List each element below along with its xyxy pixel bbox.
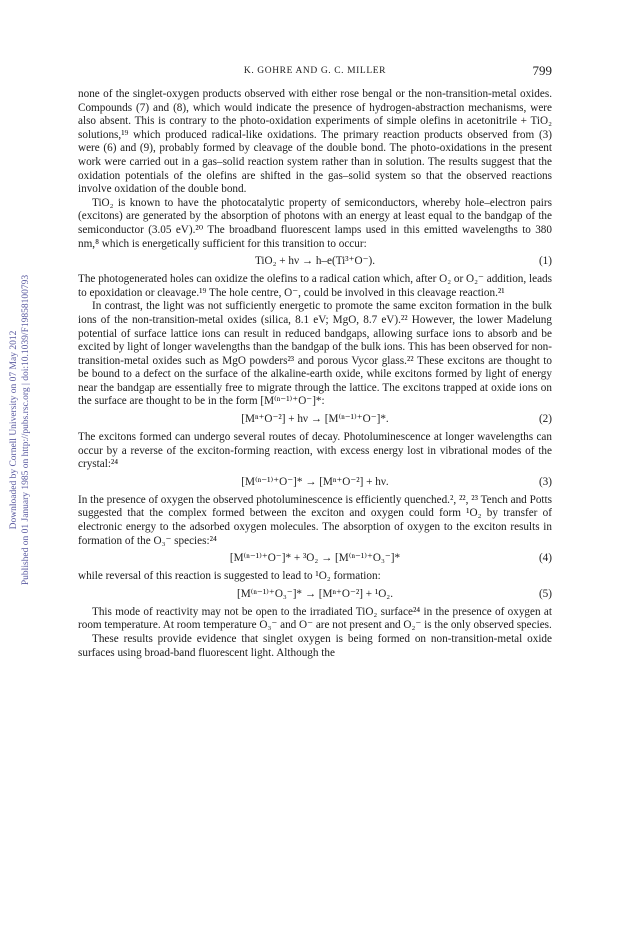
paragraph: This mode of reactivity may not be open to the irradiated TiO₂ surface²⁴ in the presence of oxygen at room temperature. At room temperature O₃⁻ and O⁻ are not present and O₂⁻ is the only observed species.: [78, 605, 552, 632]
equation-text: TiO₂ + hν → h–e(Ti³⁺O⁻).: [254, 255, 376, 268]
equation-text: [M⁽ⁿ⁻¹⁾⁺O⁻]* → [Mⁿ⁺O⁻²] + hν.: [241, 475, 389, 488]
equation-3: [78, 475, 552, 490]
equation-5: [78, 587, 552, 602]
paragraph: The excitons formed can undergo several routes of decay. Photoluminescence at longer wavelengths can occur by a reverse of the exciton-forming reaction, with excess energy lost in vibrational modes of the crystal:²⁴: [78, 431, 552, 471]
equation-text: [M⁽ⁿ⁻¹⁾⁺O⁻]* + ³O₂ → [M⁽ⁿ⁻¹⁾⁺O₃⁻]*: [229, 552, 401, 565]
paragraph: while reversal of this reaction is suggested to lead to ¹O₂ formation:: [78, 570, 381, 583]
equation-2: [78, 412, 552, 427]
published-notice: Published on 01 January 1985 on http://pubs.rsc.org | doi:10.1039/F19858100793: [21, 274, 31, 586]
running-head-authors: K. GOHRE AND G. C. MILLER: [243, 66, 387, 76]
equation-number: (2): [538, 413, 552, 426]
downloaded-notice: Downloaded by Cornell University on 07 May 2012: [9, 330, 19, 530]
paragraph: These results provide evidence that singlet oxygen is being formed on non-transition-metal oxide surfaces using broad-band fluorescent light. Although the: [78, 633, 552, 659]
paragraph: TiO₂ is known to have the photocatalytic property of semiconductors, whereby hole–electron pairs (excitons) are generated by the absorption of photons with an energy at least equal to the bandgap of the semiconductor (3.05 eV).²⁰ The broadband fluorescent lamps used in this emitted wavelengths to 380 nm,⁸ which is energetically sufficient for this transition to occur:: [78, 196, 552, 250]
paragraph: none of the singlet-oxygen products observed with either rose bengal or the non-transition-metal oxides. Compounds (7) and (8), which would indicate the presence of hydrogen-abstraction mechanisms, were also absent. This is contrary to the photo-oxidation experiments of simple olefins in acetonitrile + TiO₂ solutions,¹⁹ which produced radical-like oxidations. The primary reaction products observed from (3) were (6) and (9), probably formed by cleavage of the double bond. The photo-oxidations in the present work were carried out in a gas–solid reaction system rather than in solution. The results suggest that the oxidation potentials of the olefins are shifted in the gas–solid system so that the observed reactions involve oxidation of the double bond.: [78, 88, 552, 196]
equation-number: (3): [538, 475, 552, 488]
equation-4: [78, 551, 552, 566]
page-number: 799: [532, 63, 552, 78]
paragraph: In the presence of oxygen the observed photoluminescence is efficiently quenched.², ²², ²³ Tench and Potts suggested that the complex formed between the exciton and oxygen could form ¹O₂ by transfer of electronic energy to the adsorbed oxygen molecules. The absorption of oxygen to the exciton results in formation of the O₃⁻ species:²⁴: [78, 493, 552, 547]
equation-number: (4): [538, 552, 552, 565]
running-header: [78, 64, 552, 80]
paragraph: In contrast, the light was not sufficiently energetic to promote the same exciton formation in the bulk ions of the non-transition-metal oxides (silica, 8.1 eV; MgO, 8.7 eV).²² However, the lower Madelung potential of surface lattice ions can result in reduced bandgaps, allowing surface ions to absorb and be excited by light of longer wavelengths than the bandgap of the bulk ions. This has been observed for non-transition-metal oxides such as MgO powders²³ and porous Vycor glass.²² These excitons are thought to be bound to a defect on the surface of the alkaline-earth oxide, while excitons formed by light of energy near the bandgap are essentially free to migrate through the lattice. The excitons trapped at oxide ions on the surface are thought to be in the form [M⁽ⁿ⁻¹⁾⁺O⁻]*:: [78, 300, 552, 408]
equation-1: [78, 254, 552, 269]
equation-number: (5): [538, 587, 552, 600]
equation-number: (1): [538, 255, 552, 268]
equation-text: [M⁽ⁿ⁻¹⁾⁺O₃⁻]* → [Mⁿ⁺O⁻²] + ¹O₂.: [236, 587, 394, 600]
article-body: [78, 88, 552, 660]
paragraph: The photogenerated holes can oxidize the olefins to a radical cation which, after O₂ or O₂⁻ addition, leads to epoxidation or cleavage.¹⁹ The hole centre, O⁻, could be involved in this cleavage reaction.²¹: [78, 273, 552, 299]
equation-text: [Mⁿ⁺O⁻²] + hν → [M⁽ⁿ⁻¹⁾⁺O⁻]*.: [241, 413, 389, 426]
download-watermark: [8, 170, 42, 690]
